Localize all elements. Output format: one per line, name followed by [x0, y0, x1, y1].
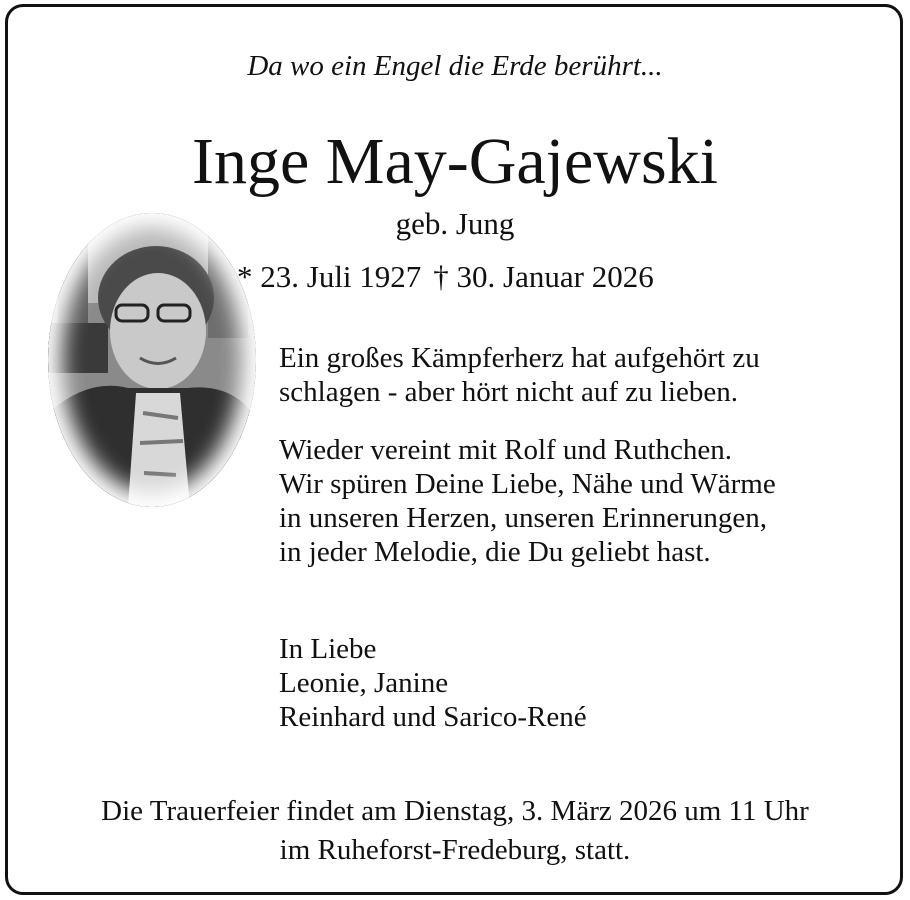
quote-line: Ein großes Kämpferherz hat aufgehört zu	[279, 342, 760, 374]
portrait-photo	[48, 213, 256, 507]
message-line: in jeder Melodie, die Du geliebt hast.	[279, 536, 711, 568]
quote-block	[279, 341, 760, 409]
birth-name: geb. Jung	[395, 206, 515, 241]
death-date: † 30. Januar 2026	[433, 259, 654, 294]
message-line: Wir spüren Deine Liebe, Nähe und Wärme	[279, 468, 776, 500]
signoff-line: In Liebe	[279, 633, 377, 665]
ceremony-line-2: im Ruheforst-Fredeburg, statt.	[279, 834, 631, 866]
birth-date: * 23. Juli 1927	[237, 259, 422, 294]
deceased-name: Inge May-Gajewski	[191, 125, 718, 198]
signoff-block	[279, 632, 587, 734]
signoff-line: Leonie, Janine	[279, 667, 449, 699]
life-dates	[237, 261, 654, 292]
message-line: Wieder vereint mit Rolf und Ruthchen.	[279, 434, 733, 466]
signoff-line: Reinhard und Sarico-René	[279, 701, 587, 733]
message-block	[279, 433, 776, 569]
message-line: in unseren Herzen, unseren Erinnerungen,	[279, 502, 767, 534]
motto: Da wo ein Engel die Erde berührt...	[247, 50, 663, 82]
portrait-illustration	[48, 213, 256, 507]
quote-line: schlagen - aber hört nicht auf zu lieben.	[279, 376, 738, 408]
ceremony-line-1: Die Trauerfeier findet am Dienstag, 3. März 2026 um 11 Uhr	[101, 795, 809, 827]
